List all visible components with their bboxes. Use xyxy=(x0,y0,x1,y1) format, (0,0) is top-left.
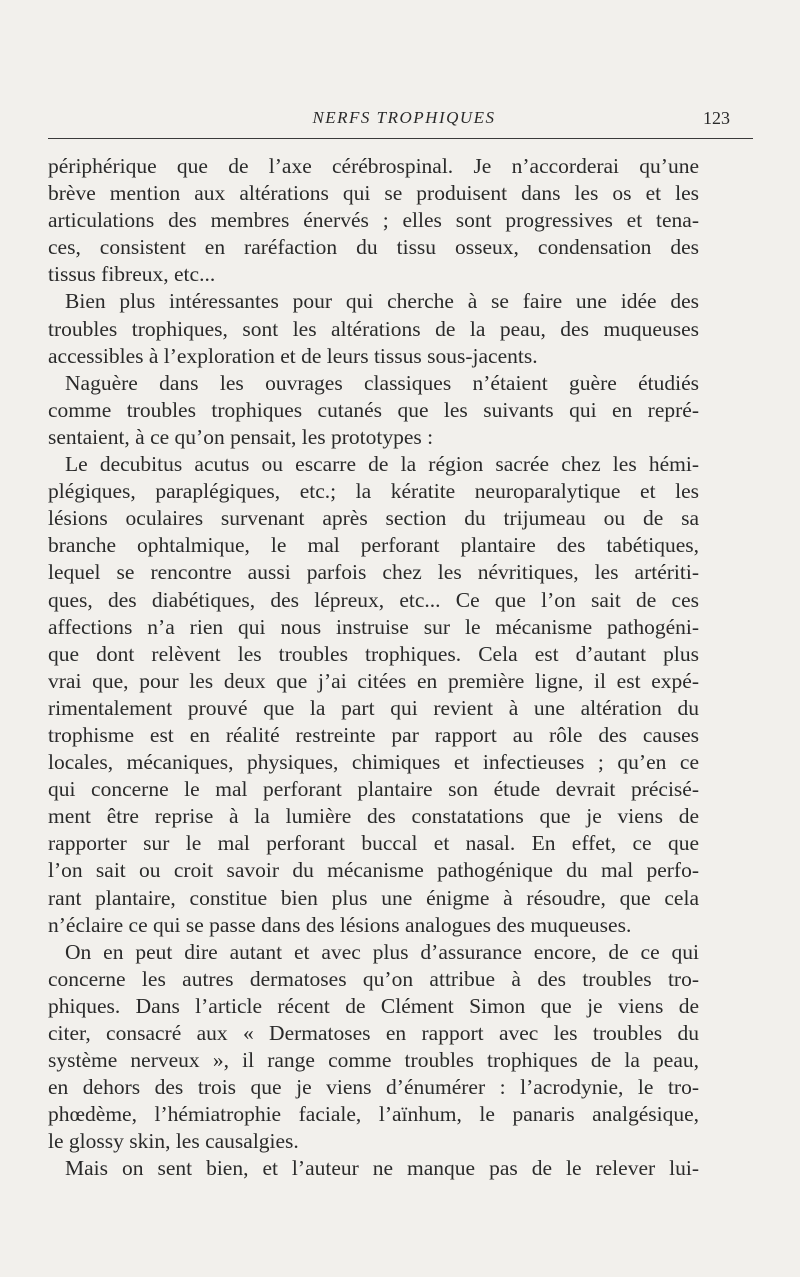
text-line: périphérique que de l’axe cérébrospinal. Je n’accorderai qu’une xyxy=(48,154,699,178)
text-line: système nerveux », il range comme troubles trophiques de la peau, xyxy=(48,1048,699,1073)
text-line: phœdème, l’hémiatrophie faciale, l’aïnhum, le panaris analgésique, xyxy=(48,1102,699,1127)
text-line: tissus fibreux, etc... xyxy=(48,262,216,287)
text-line: lésions oculaires survenant après section du trijumeau ou de sa xyxy=(48,506,699,531)
text-line: trophisme est en réalité restreinte par rapport au rôle des causes xyxy=(48,722,699,747)
text-line: rapporter sur le mal perforant buccal et nasal. En effet, ce que xyxy=(48,831,699,856)
text-line: que dont relèvent les troubles trophiques. Cela est d’autant plus xyxy=(48,641,699,666)
text-line: vrai que, pour les deux que j’ai citées en première ligne, il est expé- xyxy=(48,668,699,693)
header-rule xyxy=(48,138,753,139)
text-line: plégiques, paraplégiques, etc.; la kératite neuroparalytique et les xyxy=(48,479,699,504)
text-line: Naguère dans les ouvrages classiques n’étaient guère étudiés xyxy=(65,370,699,395)
text-line: concerne les autres dermatoses qu’on attribue à des troubles tro- xyxy=(48,966,699,991)
text-line: troubles trophiques, sont les altérations de la peau, des muqueuses xyxy=(48,316,699,341)
text-line: accessibles à l’exploration et de leurs tissus sous-jacents. xyxy=(48,343,538,368)
text-line: affections n’a rien qui nous instruise sur le mécanisme pathogéni- xyxy=(48,614,699,639)
text-line: articulations des membres énervés ; elles sont progressives et tena- xyxy=(48,208,699,233)
text-line: brève mention aux altérations qui se produisent dans les os et les xyxy=(48,181,699,206)
text-line: branche ophtalmique, le mal perforant plantaire des tabétiques, xyxy=(48,533,699,558)
text-line: rant plantaire, constitue bien plus une énigme à résoudre, que cela xyxy=(48,885,699,910)
text-line: le glossy skin, les causalgies. xyxy=(48,1129,299,1154)
text-line: en dehors des trois que je viens d’énumérer : l’acrodynie, le tro- xyxy=(48,1075,699,1100)
text-line: phiques. Dans l’article récent de Clément Simon que je viens de xyxy=(48,993,699,1018)
running-title: NERFS TROPHIQUES xyxy=(312,108,496,127)
text-line: rimentalement prouvé que la part qui revient à une altération du xyxy=(48,695,699,720)
text-line: citer, consacré aux « Dermatoses en rapport avec les troubles du xyxy=(48,1021,699,1045)
page-number: 123 xyxy=(703,108,730,128)
text-line: Mais on sent bien, et l’auteur ne manque pas de le relever lui- xyxy=(65,1156,699,1181)
text-line: n’éclaire ce qui se passe dans des lésions analogues des muqueuses. xyxy=(48,912,632,937)
body-text xyxy=(48,153,699,1183)
text-line: On en peut dire autant et avec plus d’assurance encore, de ce qui xyxy=(65,939,699,964)
text-line: l’on sait ou croit savoir du mécanisme pathogénique du mal perfo- xyxy=(48,858,699,883)
page-header xyxy=(48,108,760,134)
text-line: Bien plus intéressantes pour qui cherche à se faire une idée des xyxy=(65,289,699,314)
text-line: ques, des diabétiques, des lépreux, etc... Ce que l’on sait de ces xyxy=(48,587,699,612)
text-line: ment être reprise à la lumière des constatations que je viens de xyxy=(48,804,699,829)
text-line: comme troubles trophiques cutanés que les suivants qui en repré- xyxy=(48,397,699,422)
text-line: qui concerne le mal perforant plantaire son étude devrait précisé- xyxy=(48,777,699,802)
text-line: ces, consistent en raréfaction du tissu osseux, condensation des xyxy=(48,235,699,260)
text-line: locales, mécaniques, physiques, chimiques et infectieuses ; qu’en ce xyxy=(48,750,699,775)
text-line: lequel se rencontre aussi parfois chez les névritiques, les artériti- xyxy=(48,560,699,585)
text-line: Le decubitus acutus ou escarre de la région sacrée chez les hémi- xyxy=(65,452,699,477)
text-line: sentaient, à ce qu’on pensait, les prototypes : xyxy=(48,424,434,449)
